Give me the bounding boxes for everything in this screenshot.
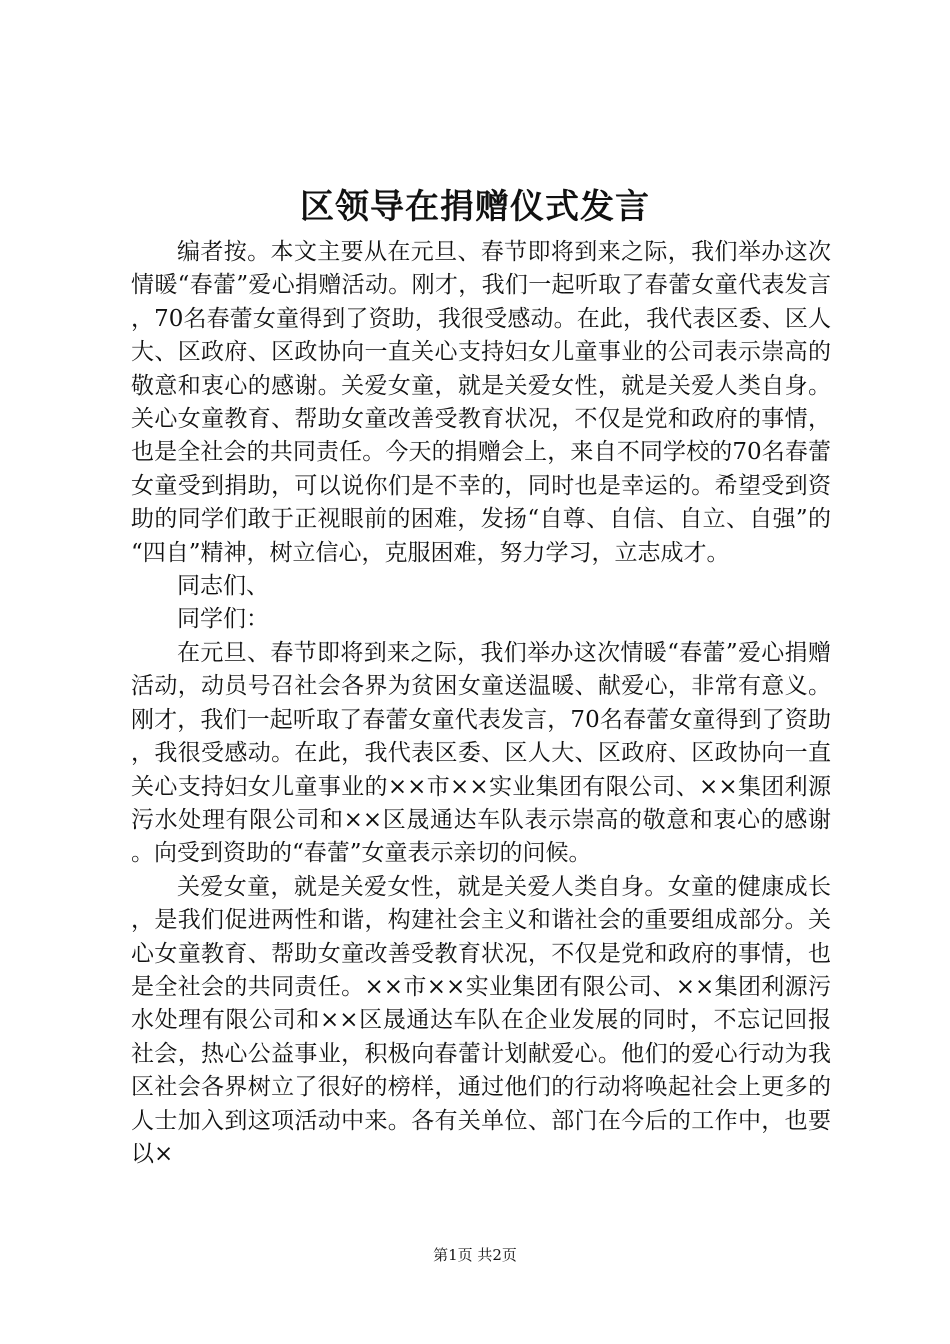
editor-note-paragraph: 编者按。本文主要从在元旦、春节即将到来之际，我们举办这次情暖“春蕾”爱心捐赠活动。刚才，我们一起听取了春蕾女童代表发言，70名春蕾女童得到了资助，我很受感动。在此，我代表区委、区人大、区政府、区政协向一直关心支持妇女儿童事业的公司表示崇高的敬意和衷心的感谢。关爱女童，就是关爱女性，就是关爱人类自身。关心女童教育、帮助女童改善受教育状况，不仅是党和政府的事情，也是全社会的共同责任。今天的捐赠会上，来自不同学校的70名春蕾女童受到捐助，可以说你们是不幸的，同时也是幸运的。希望受到资助的同学们敢于正视眼前的困难，发扬“自尊、自信、自立、自强”的“四自”精神，树立信心，克服困难，努力学习，立志成才。 [131,239,831,566]
document-title: 区领导在捐赠仪式发言 [300,187,650,227]
body-paragraph: 在元旦、春节即将到来之际，我们举办这次情暖“春蕾”爱心捐赠活动，动员号召社会各界为贫困女童送温暖、献爱心，非常有意义。刚才，我们一起听取了春蕾女童代表发言，70名春蕾女童得到了资助，我很受感动。在此，我代表区委、区人大、区政府、区政协向一直关心支持妇女儿童事业的××市××实业集团有限公司、××集团利源污水处理有限公司和××区晟通达车队表示崇高的敬意和衷心的感谢。向受到资助的“春蕾”女童表示亲切的问候。 [131,639,831,867]
salutation-comrades: 同志们、 [177,573,269,600]
body-paragraph: 关爱女童，就是关爱女性，就是关爱人类自身。女童的健康成长，是我们促进两性和谐，构建社会主义和谐社会的重要组成部分。关心女童教育、帮助女童改善受教育状况，不仅是党和政府的事情，也是全社会的共同责任。××市××实业集团有限公司、××集团利源污水处理有限公司和××区晟通达车队在企业发展的同时，不忘记回报社会，热心公益事业，积极向春蕾计划献爱心。他们的爱心行动为我区社会各界树立了很好的榜样，通过他们的行动将唤起社会上更多的人士加入到这项活动中来。各有关单位、部门在今后的工作中，也要以× [131,873,831,1167]
salutation-students: 同学们： [177,606,269,633]
page-footer: 第1页 共2页 [433,1246,517,1264]
document-body [131,236,831,1171]
